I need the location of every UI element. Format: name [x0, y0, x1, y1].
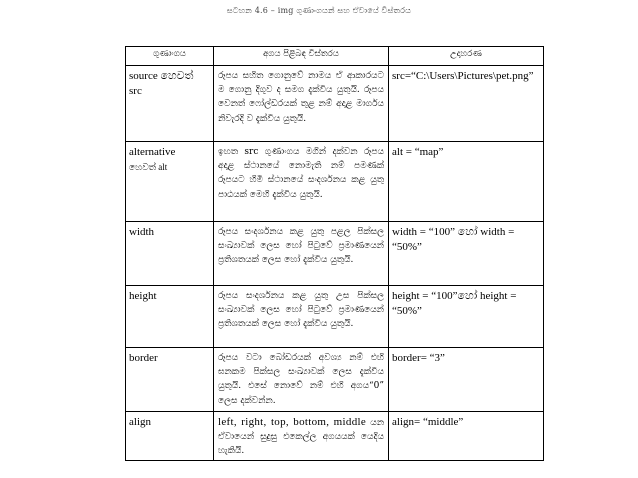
description-text: යන ඒවායෙන් සුදුසු එකෙල්ල අගයයක් යෙදිය හැකියි. — [218, 418, 384, 457]
attribute-cell — [126, 66, 214, 142]
description-values: left, right, top, bottom, middle — [218, 416, 367, 428]
description-cell: රූපය සහිත ගොනුවේ නාමය ඒ ආකාරයට ම ගොනු දිගුව ද සමග දැක්විය යුතුයි. රූපය වෙනත් ෆෝල්ඩරයක් තුළ නම් අදාළ මාර්ගය නිවැරදි ව දැක්විය යුතුයි. — [214, 66, 389, 142]
header-example: උදාහරණ — [389, 47, 544, 66]
attribute-cell: border — [126, 348, 214, 412]
description-cell: රූපය වටා බෝඩරයක් අවශ්‍ය නම් එහි ඝනකම පික්සල සංඛ්‍යාවක් ලෙස දැක්විය යුතුයි. එසේ නොවේ නම් එහි අගය“0” ලෙස දක්වන්න. — [214, 348, 389, 412]
example-cell: alt = “map” — [389, 142, 544, 222]
attribute-cell: width — [126, 222, 214, 286]
table-caption: සටහන 4.6 – img ගුණාංගයන් සහ ඒවායේ විස්තරය — [226, 6, 412, 15]
table-row — [126, 412, 544, 461]
attribute-cell: align — [126, 412, 214, 461]
example-cell: src=“C:\Users\Pictures\pet.png” — [389, 66, 544, 142]
description-cell: ඉහත src ගුණාංගය මගින් දක්වන රූපය අදාළ ස්ථානයේ නොමැති නම් පමණක් රූපයට හිමි ස්ථානයේ සංදර්ශනය කළ යුතු පාඨයක් මෙහි දැක්විය යුතුයි. — [214, 142, 389, 222]
header-row — [126, 47, 544, 66]
example-cell: align= “middle” — [389, 412, 544, 461]
description-cell: රූපය සංදර්ශනය කළ යුතු පළල පික්සල සංඛ්‍යාවක් ලෙස හෝ පිටුවේ ප්‍රමාණයෙන් ප්‍රතිශතයක් ලෙස හෝ දැක්විය යුතුයි. — [214, 222, 389, 286]
description-cell — [214, 412, 389, 461]
attribute-name: alternative — [129, 146, 176, 158]
table-row — [126, 348, 544, 412]
header-attribute: ගුණාංගය — [126, 47, 214, 66]
attribute-cell: height — [126, 286, 214, 348]
description-cell: රූපය සංදර්ශනය කළ යුතු උස පික්සල සංඛ්‍යාවක් ලෙස හෝ පිටුවේ ප්‍රමාණයෙන් ප්‍රතිශතයක් ලෙස හෝ දැක්විය යුතුයි. — [214, 286, 389, 348]
attribute-cell — [126, 142, 214, 222]
example-cell: height = “100”හෝ height = “50%” — [389, 286, 544, 348]
img-attributes-table — [125, 46, 544, 461]
table-row — [126, 222, 544, 286]
example-cell: border= “3” — [389, 348, 544, 412]
header-description: අගය පිළිබඳ විස්තරය — [214, 47, 389, 66]
attribute-sub: හෙවත් alt — [129, 162, 168, 172]
table-row — [126, 286, 544, 348]
attribute-name: source හෙවත් — [129, 70, 194, 82]
attribute-sub: src — [129, 85, 142, 97]
example-cell: width = “100” හෝ width = “50%” — [389, 222, 544, 286]
table-row — [126, 66, 544, 142]
table-row — [126, 142, 544, 222]
